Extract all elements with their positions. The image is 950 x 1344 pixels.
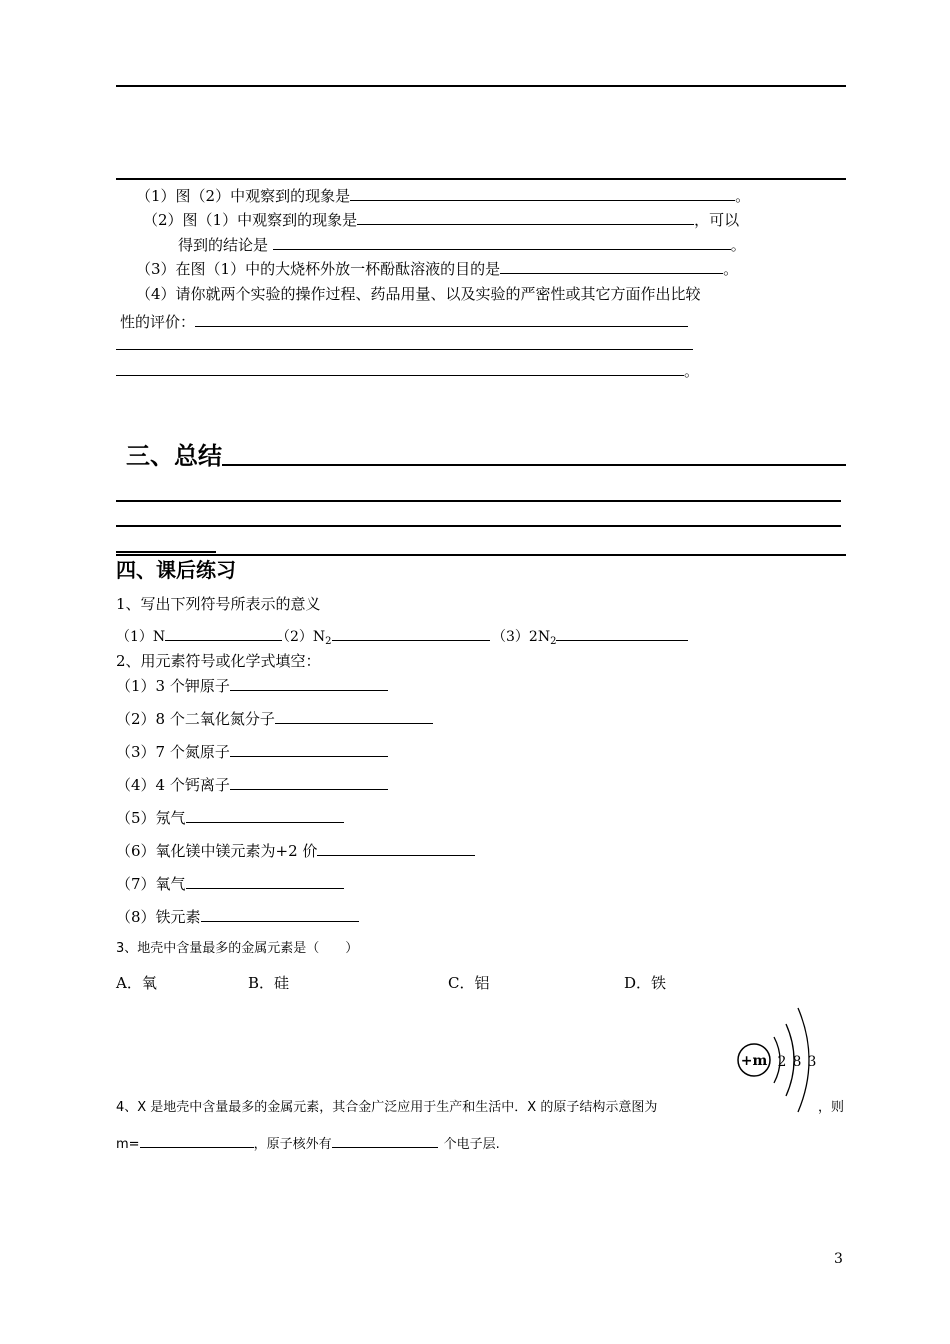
q4-text: 4、X 是地壳中含量最多的金属元素，其合金广泛应用于生产和生活中．X 的原子结构示意图为 — [116, 1100, 658, 1115]
answer-blank[interactable] — [332, 1133, 438, 1148]
q2-item-label: （2）8 个二氧化氮分子 — [116, 710, 275, 728]
q2-item-label: （5）氖气 — [116, 809, 186, 827]
period: 。 — [735, 187, 751, 205]
q2-item — [116, 808, 344, 828]
q2-item — [116, 709, 433, 729]
page-number: 3 — [834, 1251, 843, 1267]
q4-mid: ，原子核外有 — [253, 1137, 332, 1152]
question-line-2 — [143, 210, 739, 230]
subscript: 2 — [550, 636, 557, 647]
subscript: 2 — [325, 636, 332, 647]
q3-option-a[interactable]: A．氧 — [116, 974, 157, 992]
q2-item-label: （1）3 个钾原子 — [116, 677, 230, 695]
summary-line[interactable] — [116, 500, 841, 502]
summary-line[interactable] — [116, 551, 216, 553]
shell-count-3: 3 — [807, 1054, 817, 1070]
answer-blank[interactable] — [140, 1133, 254, 1148]
question-line-3 — [178, 235, 746, 255]
answer-blank[interactable] — [230, 676, 388, 691]
section-rule — [116, 178, 846, 180]
question-line-6 — [120, 312, 688, 332]
q2-item-label: （8）铁元素 — [116, 908, 201, 926]
q1-item-2: （2）N — [276, 629, 326, 645]
q2-item-label: （6）氧化镁中镁元素为+2 价 — [116, 842, 318, 860]
m-label: m= — [116, 1137, 140, 1152]
q2-item — [116, 775, 388, 795]
shell-count-2: 8 — [792, 1054, 802, 1070]
shell-count-1: 2 — [777, 1054, 787, 1070]
answer-blank[interactable] — [165, 626, 282, 641]
question-line-5 — [136, 284, 701, 304]
answer-blank[interactable] — [186, 874, 344, 889]
nucleus-label: +m — [740, 1053, 768, 1069]
summary-title: 三、总结 — [126, 442, 222, 470]
answer-blank[interactable] — [201, 907, 359, 922]
summary-line[interactable] — [222, 464, 846, 466]
answer-blank[interactable] — [317, 841, 475, 856]
answer-blank[interactable] — [230, 775, 388, 790]
period: 。 — [684, 362, 700, 380]
question-text: （4）请你就两个实验的操作过程、药品用量、以及实验的严密性或其它方面作出比较 — [136, 285, 701, 303]
q2-item — [116, 676, 388, 696]
atom-structure-diagram — [734, 1000, 830, 1118]
q1-item-2-wrap — [276, 626, 490, 647]
answer-blank[interactable] — [186, 808, 344, 823]
q2-item — [116, 742, 388, 762]
q1-item-1: （1）N — [116, 629, 166, 645]
q1-title: 1、写出下列符号所表示的意义 — [116, 595, 321, 613]
q2-item — [116, 907, 359, 927]
answer-blank[interactable] — [273, 235, 731, 250]
top-rule — [116, 85, 846, 87]
q2-item-label: （4）4 个钙离子 — [116, 776, 230, 794]
question-text: 得到的结论是 — [178, 236, 269, 254]
q3-option-d[interactable]: D．铁 — [624, 974, 667, 992]
question-line-1 — [136, 186, 750, 206]
q2-item — [116, 841, 475, 861]
answer-blank[interactable] — [350, 186, 735, 201]
q1-item-3-wrap — [492, 626, 688, 647]
summary-line[interactable] — [116, 554, 846, 556]
answer-line[interactable] — [116, 349, 693, 350]
question-tail: ，可以 — [694, 211, 740, 229]
question-line-4 — [136, 259, 738, 279]
q3-option-b[interactable]: B．硅 — [248, 974, 290, 992]
answer-blank[interactable] — [556, 626, 688, 641]
question-text: （1）图（2）中观察到的现象是 — [136, 187, 351, 205]
q3-title: 3、地壳中含量最多的金属元素是（ ） — [116, 941, 359, 956]
q2-item — [116, 874, 344, 894]
answer-blank[interactable] — [332, 626, 490, 641]
question-text: （3）在图（1）中的大烧杯外放一杯酚酞溶液的目的是 — [136, 260, 501, 278]
answer-blank[interactable] — [275, 709, 433, 724]
q1-items — [116, 626, 282, 647]
q4-end: 个电子层. — [443, 1137, 500, 1152]
q4-line-2 — [116, 1133, 500, 1155]
question-text: （2）图（1）中观察到的现象是 — [143, 211, 358, 229]
answer-line[interactable] — [116, 375, 684, 376]
question-text: 性的评价： — [120, 313, 196, 331]
q1-item-3: （3）2N — [492, 629, 551, 645]
q2-item-label: （7）氧气 — [116, 875, 186, 893]
summary-line[interactable] — [116, 525, 841, 527]
q3-option-c[interactable]: C．铝 — [448, 974, 490, 992]
answer-blank[interactable] — [195, 312, 688, 327]
q2-title: 2、用元素符号或化学式填空： — [116, 652, 321, 670]
q4-tail: ，则 — [818, 1100, 845, 1115]
answer-blank[interactable] — [230, 742, 388, 757]
q2-item-label: （3）7 个氮原子 — [116, 743, 230, 761]
period: 。 — [730, 236, 746, 254]
answer-blank[interactable] — [357, 210, 694, 225]
period: 。 — [723, 260, 739, 278]
answer-blank[interactable] — [500, 259, 723, 274]
practice-title: 四、课后练习 — [116, 558, 236, 582]
